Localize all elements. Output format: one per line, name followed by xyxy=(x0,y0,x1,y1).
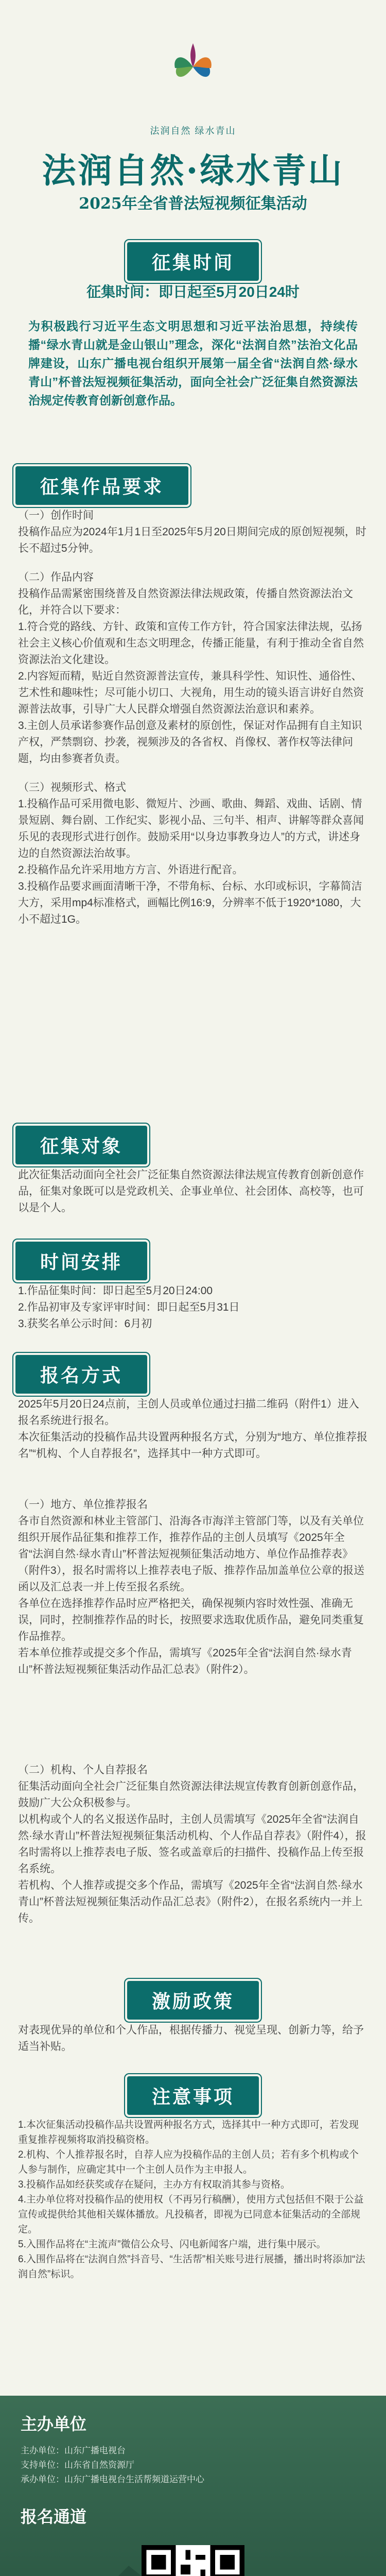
method-intro xyxy=(18,1396,368,1462)
section-schedule-title: 时间安排 xyxy=(15,1242,147,1280)
req-item: 2.投稿作品允许采用地方方言、外语进行配音。 xyxy=(18,864,243,876)
section-notes-heading xyxy=(0,2076,386,2115)
note-item: 4.主办单位将对投稿作品的使用权（不再另行稿酬），使用方式包括但不限于公益宣传或提供给其他相关媒体播放。凡投稿者，即视为已同意本征集活动的全部规定。 xyxy=(18,2194,364,2235)
page-title: 法润自然·绿水青山 xyxy=(42,150,344,191)
qr-code-icon xyxy=(142,2545,244,2576)
section-target-title: 征集对象 xyxy=(15,1126,147,1164)
req-item: （一）创作时间 xyxy=(18,510,94,521)
organizer-title: 主办单位 xyxy=(21,2414,87,2434)
method-recommend-item: （一）地方、单位推荐报名 xyxy=(18,1499,148,1511)
organizer-line: 支持单位：山东省自然资源厅 xyxy=(21,2460,134,2470)
req-item: （二）作品内容 xyxy=(18,571,94,583)
section-target-heading xyxy=(15,1126,386,1164)
method-paragraph: 2025年5月20日24点前，主创人员或单位通过扫描二维码（附件1）进入报名系统进行报名。 xyxy=(18,1398,359,1427)
method-self-item: 以机构或个人的名义报送作品时，主创人员需填写《2025年全省“法润自然·绿水青山”杯普法短视频征集活动机构、个人作品自荐表》（附件4），报名时需将以上推荐表电子版、签名或盖章后的扫描件、投稿作品上传至报名系统。 xyxy=(18,1814,366,1875)
section-method-title: 报名方式 xyxy=(15,1355,147,1394)
intro-paragraph: 为积极践行习近平生态文明思想和习近平法治思想，持续传播“绿水青山就是金山银山”理念，深化“法润自然”法治文化品牌建设，山东广播电视台组织开展第一届全省“法润自然·绿水青山”杯普法短视频征集活动，面向全社会广泛征集自然资源法治规定传教育创新创意作品。 xyxy=(28,319,358,407)
register-title: 报名通道 xyxy=(21,2507,87,2527)
note-item: 2.机构、个人推荐报名时，自荐人应为投稿作品的主创人员；若有多个机构或个人参与制作，应确定其中一个主创人员作为主申报人。 xyxy=(18,2149,359,2175)
section-requirements-title: 征集作品要求 xyxy=(15,466,188,505)
req-item: 2.内容短而精，贴近自然资源普法宣传，兼具科学性、知识性、通俗性、艺术性和趣味性；尽可能小切口、大视角，用生动的镜头语言讲好自然资源普法故事，引导广大人民群众增强自然资源法治意识和素养。 xyxy=(18,670,364,715)
req-item: 投稿作品需紧密围绕普及自然资源法律法规政策，传播自然资源法治文化，并符合以下要求： xyxy=(18,588,353,616)
section-schedule-heading xyxy=(15,1242,386,1280)
register-qr-code[interactable] xyxy=(142,2545,244,2576)
section-method-heading xyxy=(15,1355,386,1394)
req-item: 投稿作品应为2024年1月1日至2025年5月20日期间完成的原创短视频，时长不超过5分钟。 xyxy=(18,526,366,554)
method-recommend-item: 各市自然资源和林业主管部门、沿海各市海洋主管部门等，以及有关单位组织开展作品征集和推荐工作，推荐作品的主创人员填写《2025年全省“法润自然·绿水青山”杯普法短视频征集活动地方、单位作品推荐表》（附件3），报名时需将以上推荐表电子版、推荐作品加盖单位公章的报送函以及汇总表一并上传至报名系统。 xyxy=(18,1515,365,1593)
requirements-list xyxy=(18,507,368,928)
target-text: 此次征集活动面向全社会广泛征集自然资源法律法规宣传教育创新创意作品，征集对象既可以是党政机关、企事业单位、社会团体、高校等，也可以是个人。 xyxy=(18,1169,364,1214)
method-self-item: （二）机构、个人自荐报名 xyxy=(18,1764,148,1776)
schedule-item: 1.作品征集时间：即日起至5月20日24:00 xyxy=(18,1285,213,1297)
footer xyxy=(0,2396,386,2576)
req-item: （三）视频形式、格式 xyxy=(18,782,126,793)
brand-logo-icon xyxy=(162,36,224,98)
method-recommend-box xyxy=(18,1497,368,1678)
note-item: 3.投稿作品如经获奖或存在疑问，主办方有权取消其参与资格。 xyxy=(18,2179,290,2190)
schedule-item: 2.作品初审及专家评审时间：即日起至5月31日 xyxy=(18,1301,240,1313)
notes-list xyxy=(18,2117,368,2282)
deadline-text: 征集时间：即日起至5月20日24时 xyxy=(86,284,300,300)
organizer-line: 主办单位：山东广播电视台 xyxy=(21,2446,126,2455)
method-self-item: 若机构、个人推荐或提交多个作品，需填写《2025年全省“法润自然·绿水青山”杯普法短视频征集活动作品汇总表》（附件2），在报名系统内一并上传。 xyxy=(18,1879,363,1924)
method-recommend-item: 各单位在选择推荐作品时应严格把关，确保视频内容时效性强、准确无误，同时，控制推荐作品的时长，按照要求选取优质作品，避免同类重复作品推荐。 xyxy=(18,1598,364,1642)
note-item: 1.本次征集活动投稿作品共设置两种报名方式，选择其中一种方式即可，若发现重复推荐视频将取消投稿资格。 xyxy=(18,2120,359,2145)
incentive-text: 对表现优异的单位和个人作品，根据传播力、视觉呈现、创新力等，给予适当补贴。 xyxy=(18,2024,364,2053)
schedule-list xyxy=(18,1283,368,1332)
req-item: 3.主创人员承诺参赛作品创意及素材的原创性，保证对作品拥有自主知识产权，严禁剽窃、抄袭，视频涉及的各省权、肖像权、著作权等法律问题，均由参赛者负责。 xyxy=(18,720,362,765)
section-time-title: 征集时间 xyxy=(127,242,259,281)
hero-header xyxy=(0,0,386,227)
note-item: 5.入围作品将在“主流声”微信公众号、闪电新闻客户端，进行集中展示。 xyxy=(18,2239,326,2250)
req-item: 3.投稿作品要求画面清晰干净，不带角标、台标、水印或标识，字幕简洁大方，采用mp4标准格式，画幅比例16:9，分辨率不低于1920*1080，大小不超过1G。 xyxy=(18,880,362,925)
page-subtitle: 2025年全省普法短视频征集活动 xyxy=(79,195,307,213)
section-incentive-title: 激励政策 xyxy=(127,1981,259,2020)
method-recommend-item: 若本单位推荐或提交多个作品，需填写《2025年全省“法润自然·绿水青山”杯普法短视频征集活动作品汇总表》（附件2）。 xyxy=(18,1647,352,1675)
schedule-item: 3.获奖名单公示时间：6月初 xyxy=(18,1318,152,1330)
req-item: 1.投稿作品可采用微电影、微短片、沙画、歌曲、舞蹈、戏曲、话剧、情景短剧、舞台剧、工作纪实、影视小品、三句半、相声、讲解等群众喜闻乐见的表现形式进行创作。鼓励采用“以身边事教身边人”的方式，讲述身边的自然资源法治故事。 xyxy=(18,798,364,859)
section-notes-title: 注意事项 xyxy=(127,2076,259,2115)
organizer-line: 承办单位：山东广播电视台生活帮频道运营中心 xyxy=(21,2475,204,2484)
method-self-box xyxy=(18,1762,368,1927)
method-paragraph: 本次征集活动的投稿作品共设置两种报名方式，分别为“地方、单位推荐报名”“机构、个人自荐报名”，选择其中一种方式即可。 xyxy=(18,1431,367,1460)
method-self-item: 征集活动面向全社会广泛征集自然资源法律法规宣传教育创新创意作品，鼓励广大公众积极参与。 xyxy=(18,1781,364,1809)
section-incentive-heading xyxy=(0,1981,386,2020)
note-item: 6.入围作品将在“法润自然”抖音号、“生活帮”相关账号进行展播，播出时将添加“法润自然”标识。 xyxy=(18,2254,365,2280)
req-item: 1.符合党的路线、方针、政策和宣传工作方针，符合国家法律法规，弘扬社会主义核心价值观和生态文明理念，传播正能量，有利于推动全省自然资源法治文化建设。 xyxy=(18,621,364,666)
logo-caption: 法润自然 绿水青山 xyxy=(150,126,236,136)
section-time-heading xyxy=(0,242,386,281)
